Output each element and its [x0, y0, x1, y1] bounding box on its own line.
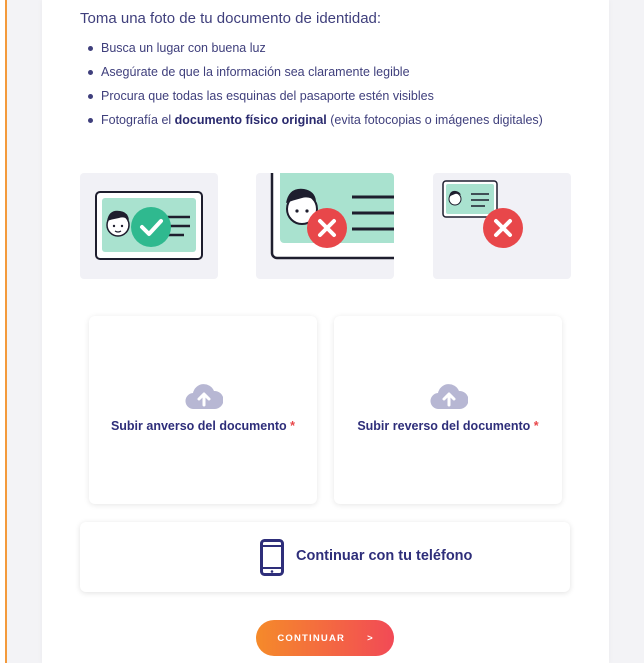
continue-button[interactable]	[256, 620, 394, 656]
document-upload-card	[42, 0, 609, 663]
upload-front-label	[89, 419, 317, 433]
tip-text: Fotografía el	[101, 113, 175, 127]
required-mark: *	[290, 419, 296, 433]
continue-with-phone-button[interactable]	[80, 522, 570, 592]
continue-label: CONTINUAR	[277, 632, 346, 644]
smartphone-icon	[260, 539, 284, 576]
cloud-upload-icon	[430, 382, 468, 410]
instructions-heading: Toma una foto de tu documento de identidad:	[80, 10, 382, 27]
check-icon	[130, 206, 172, 248]
upload-back-text: Subir reverso del documento	[357, 419, 531, 433]
example-correct-photo	[80, 173, 218, 279]
example-too-far-photo	[433, 173, 571, 279]
tip-text: (evita fotocopias o imágenes digitales)	[326, 113, 543, 127]
upload-front-button[interactable]	[89, 316, 317, 504]
example-too-close-photo	[256, 173, 394, 279]
cloud-upload-icon	[185, 382, 223, 410]
upload-front-text: Subir anverso del documento	[110, 419, 287, 433]
x-icon	[482, 207, 524, 249]
arrow-right-icon: >	[367, 632, 373, 644]
x-icon	[306, 207, 348, 249]
left-accent-line	[0, 0, 7, 663]
upload-back-button[interactable]	[334, 316, 562, 504]
tips-list	[84, 40, 544, 136]
continue-with-phone-label: Continuar con tu teléfono	[296, 548, 473, 564]
tip-item: Procura que todas las esquinas del pasaporte estén visibles	[84, 88, 544, 105]
upload-back-label	[334, 419, 562, 433]
tip-item: Busca un lugar con buena luz	[84, 40, 544, 57]
required-mark: *	[533, 419, 539, 433]
tip-emphasis: documento físico original	[174, 113, 327, 127]
tip-item	[84, 112, 544, 129]
tip-item: Asegúrate de que la información sea claramente legible	[84, 64, 544, 81]
